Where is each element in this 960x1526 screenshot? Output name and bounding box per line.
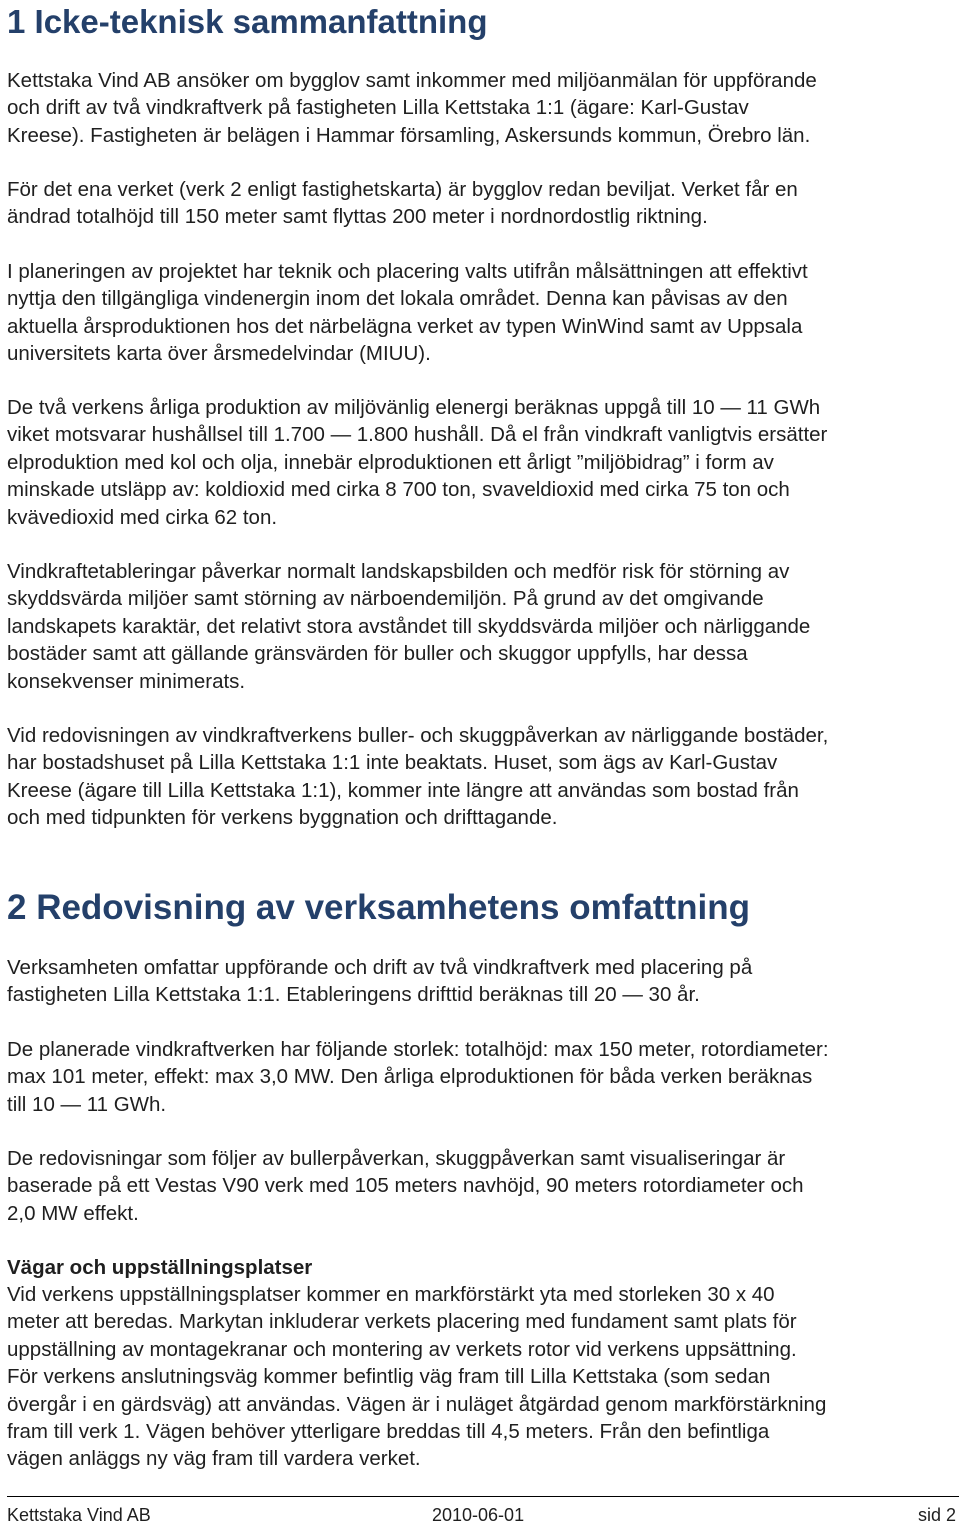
roads-subheading: Vägar och uppställningsplatser — [7, 1256, 313, 1279]
footer-date: 2010-06-01 — [432, 1505, 525, 1525]
section-1-paragraph-1: Kettstaka Vind AB ansöker om bygglov samt inkommer med miljöanmälan för uppförande och drift av två vindkraftverk på fastigheten Lilla Kettstaka 1:1 (ägare: Karl-Gustav Kreese). Fastigheten är belägen i Hammar församling, Askersunds kommun, Örebro län. — [7, 69, 817, 147]
footer-page-number: sid 2 — [917, 1505, 956, 1525]
footer-divider — [7, 1496, 959, 1497]
section-1-paragraph-6: Vid redovisningen av vindkraftverkens buller- och skuggpåverkan av närliggande bostäder, har bostadshuset på Lilla Kettstaka 1:1 inte beaktats. Huset, som ägs av Karl-Gustav Kreese (ägare till Lilla Kettstaka 1:1), kommer inte längre att användas som bostad från och med tidpunkten för verkens byggnation och drifttagande. — [7, 724, 829, 830]
section-1-paragraph-2: För det ena verket (verk 2 enligt fastighetskarta) är bygglov redan beviljat. Verket får en ändrad totalhöjd till 150 meter samt flyttas 200 meter i nordnordostlig riktning. — [7, 178, 798, 229]
footer-company: Kettstaka Vind AB — [7, 1505, 151, 1525]
roads-paragraph: Vid verkens uppställningsplatser kommer en markförstärkt yta med storleken 30 x 40 meter att beredas. Markytan inkluderar verkets placering med fundament samt plats för uppställning av montagekranar och montering av verkets rotor vid verkens uppsättning. För verkens anslutningsväg kommer befintlig väg fram till Lilla Kettstaka (som sedan övergår i en gärdsväg) att användas. Vägen är i nuläget åtgärdad genom markförstärkning fram till verk 1. Vägen behöver ytterligare breddas till 4,5 meters. Från den befintliga vägen anläggs ny väg fram till vardera verket. — [7, 1283, 827, 1471]
section-2-paragraph-3: De redovisningar som följer av bullerpåverkan, skuggpåverkan samt visualiseringar är baserade på ett Vestas V90 verk med 105 meters navhöjd, 90 meters rotordiameter och 2,0 MW effekt. — [7, 1147, 804, 1225]
section-2-paragraph-2: De planerade vindkraftverken har följande storlek: totalhöjd: max 150 meter, rotordiameter: max 101 meter, effekt: max 3,0 MW. Den årliga elproduktionen för båda verken beräknas till 10 — 11 GWh. — [7, 1038, 829, 1116]
section-1-heading: 1 Icke-teknisk sammanfattning — [7, 3, 488, 40]
section-1-paragraph-3: I planeringen av projektet har teknik och placering valts utifrån målsättningen att effektivt nyttja den tillgängliga vindenergin inom det lokala området. Denna kan påvisas av den aktuella årsproduktionen hos det närbelägna verket av typen WinWind samt av Uppsala universitets karta över årsmedelvindar (MIUU). — [7, 260, 808, 366]
section-2-heading: 2 Redovisning av verksamhetens omfattning — [7, 888, 750, 927]
section-2-paragraph-1: Verksamheten omfattar uppförande och drift av två vindkraftverk med placering på fastigheten Lilla Kettstaka 1:1. Etableringens drifttid beräknas till 20 — 30 år. — [7, 956, 753, 1007]
section-1-paragraph-5: Vindkraftetableringar påverkar normalt landskapsbilden och medför risk för störning av skyddsvärda miljöer samt störning av närboendemiljön. På grund av det omgivande landskapets karaktär, det relativt stora avståndet till skyddsvärda miljöer och närliggande bostäder samt att gällande gränsvärden för buller och skuggor uppfylls, har dessa konsekvenser minimerats. — [7, 560, 811, 693]
section-1-paragraph-4: De två verkens årliga produktion av miljövänlig elenergi beräknas uppgå till 10 — 11 GWh viket motsvarar hushållsel till 1.700 — 1.800 hushåll. Då el från vindkraft vanligtvis ersätter elproduktion med kol och olja, innebär elproduktionen ett årligt ”miljöbidrag” i form av minskade utsläpp av: koldioxid med cirka 8 700 ton, svaveldioxid med cirka 75 ton och kvävedioxid med cirka 62 ton. — [7, 396, 828, 529]
